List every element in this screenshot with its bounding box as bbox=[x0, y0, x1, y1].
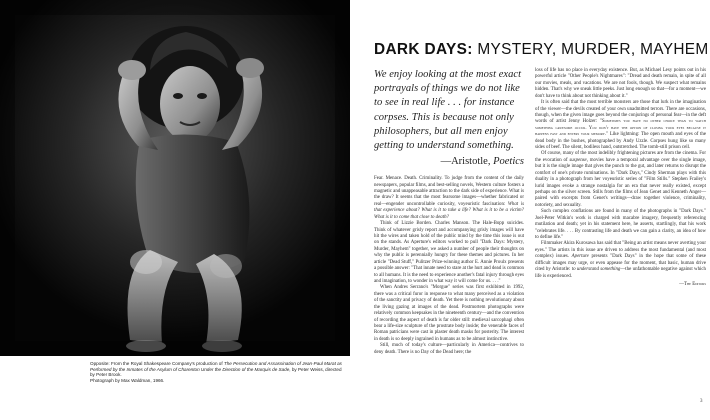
paragraph-text: Of course, many of the most indelibly frightening pictures are from the cinema. For the evocation of bbox=[535, 151, 706, 163]
paragraph: Think of Lizzie Borden. Charles Manson. The Hale-Bopp suicides. Think of whatever grisly report and accompanying grisly images will have hit the wires and taken hold of the public mind by the time this issue is out on the stands. As Aperture's editors worked to pull "Dark Days: Mystery, Murder, Mayhem" together, we asked a number of people their thoughts on why the public is perennially hungry for these themes and pictures. In her article "Dead Stuff," Pulitzer Prize-winning author E. Annie Proulx presents a possible answer: "That innate need to stare at the hurt and dead is common to all humans. It is the need to experience another's fatal injury through eyes and imagination, to wonder in what way it will come for us. . . ." bbox=[374, 221, 524, 284]
paragraph-text: Filmmaker Akira Kurosawa has said that "Being an artist means never averting your eyes." The artists in this issue are driven to address the most fundamental (and most complex) issues. bbox=[535, 241, 706, 260]
epigraph-attribution bbox=[374, 155, 524, 169]
caption-production-title: The Persecution and Assassination of Jean-Paul Marat as Performed by the Inmates of the Asylum of Charenton Under the Direction of the Marquis de Sade bbox=[90, 361, 342, 372]
paragraph bbox=[374, 176, 524, 221]
editors-signature: —The Editors bbox=[679, 281, 706, 287]
paragraph-italic: suspense bbox=[569, 157, 587, 163]
paragraph-italic: Aperture bbox=[571, 254, 589, 260]
body-text-right bbox=[535, 68, 706, 280]
paragraph bbox=[535, 151, 706, 209]
caption-line-3: , by Peter Weiss, directed by Peter Brook. bbox=[90, 366, 342, 378]
headline-rest: MYSTERY, MURDER, MAYHEM bbox=[472, 41, 709, 58]
paragraph: When Andres Serrano's "Morgue" series was first exhibited in 1992, there was a critical furor in response to what many perceived as a violation of the sanctity and privacy of death. Yet there is nothing revolutionary about the living gazing at images of the dead. Postmortem photographs were relatively common keepsakes in the nineteenth century—and the convention of recording the aspect of death is far older still: medieval sarcophagi often bear a life-size sculpture of the prostrate body inside; the venerable faces of Roman patricians were cast in plaster death masks for posterity. The interest in death is so deeply ingrained in humans as to be almost instinctive. bbox=[374, 285, 524, 342]
text-column-left bbox=[374, 68, 524, 356]
article-headline bbox=[374, 41, 709, 59]
attribution-author: —Aristotle, bbox=[440, 156, 494, 168]
paragraph-text: Fear. Menace. Death. Criminality. To judge from the content of the daily newspapers, popular films, and best-selling novels, Western culture fosters a magnetic and unappeasable attraction to the dark side of experience. What is the draw? It seems that the most fearsome images—whether fabricated or real—engender uncontrollable curiosity, voyeuristic fascination: bbox=[374, 176, 524, 207]
paragraph-text: , movies have a temporal advantage over the single image, but it is the single image that gives the punch to the gut, and later returns to disrupt the comfort of one's private ruminations. In "Dark Days," Cindy Sherman plays with this duality in a photograph from her voyeuristic series of "Film Stills." Stephen Frailey's lurid images evoke a strange nostalgia for an era that never really existed, except perhaps on the silver screen. Stills from the films of Jean Genet and Kenneth Anger—paired with excerpts from Genet's writings—draw together violence, criminality, notoriety, and sexuality. bbox=[535, 157, 706, 208]
photo-caption bbox=[90, 361, 344, 383]
paragraph: Still, much of today's culture—particularly in America—contrives to deny death. There is no Day of the Dead here; the bbox=[374, 343, 524, 355]
paragraph bbox=[535, 241, 706, 280]
paragraph-text: —the unfathomable negative against which life is experienced. bbox=[535, 267, 706, 279]
headline-bold: DARK DAYS: bbox=[374, 41, 473, 58]
photograph bbox=[0, 0, 350, 356]
paragraph bbox=[535, 100, 706, 151]
paragraph: loss of life has no place in everyday existence. But, as Michael Lesy points out in his powerful article "Other People's Nightmares": "Dread and death remain, in spite of all our movies, meals, and vacations. We are not fools, though. We suspect what remains hidden. That's why we sneak little peeks. Just long enough so that—for a moment—we don't have to think about not thinking about it." bbox=[535, 68, 706, 99]
face-shape bbox=[160, 66, 220, 142]
paragraph-text: presents "Dark Days" in the hope that some of these difficult images may urge, or even appease for the moment, that basic, human drive cited by Aristotle: bbox=[535, 254, 707, 273]
crouching-figure-photo bbox=[0, 0, 350, 356]
paragraph: Such complex conflations are found in many of the photographs in "Dark Days." Joel-Peter Witkin's work is charged with macabre imagery, frequently referencing mutilation and death; yet in his statement here, he asserts, startlingly, that his work "celebrates life. . . . By contrasting life and death we can gain a clarity, an idea of how to define life." bbox=[535, 209, 706, 240]
paragraph-text: It is often said that the most terrible monsters are those that lurk in the imagination of the viewer—the devils created of your own unadmitted terrors. There are occasions, though, when the given image goes beyond the conjurings of personal fear—in the deft words of artist Jenny Holzer: bbox=[535, 100, 706, 125]
paragraph-italic: to understand something bbox=[571, 267, 621, 273]
holzer-quote: "Sometimes you have no other choice than to watch something gruesome occur. You don't have the option of closing your eyes because it happens fast and enters your memory." bbox=[535, 119, 706, 138]
text-column-right bbox=[535, 68, 706, 288]
paragraph-italic: What is that experience about? What is it to take a life? What is it to be a victim? What is it to come that close to death? bbox=[374, 201, 524, 220]
paragraph-text: Like lightning: The open mouth and eyes of the dead body in the bushes, photographed by Andy Uzzle. Corpses hung like so many sides of beef. The silent, bodiless hand, outstretched. The tomb-still prison cell. bbox=[535, 132, 706, 151]
page-number: 3 bbox=[700, 399, 703, 404]
caption-line-1: Opposite: From the Royal Shakespeare Company's production of bbox=[90, 361, 223, 366]
body-text-left bbox=[374, 176, 524, 356]
caption-credit: Photograph by Max Waldman, 1966. bbox=[90, 377, 165, 383]
epigraph-quote: We enjoy looking at the most exact portrayals of things we do not like to see in real life . . . for instance corpses. This is because not only philosophers, but all men enjoy getting to understand something. bbox=[374, 69, 522, 152]
attribution-work: Poetics bbox=[493, 156, 524, 168]
